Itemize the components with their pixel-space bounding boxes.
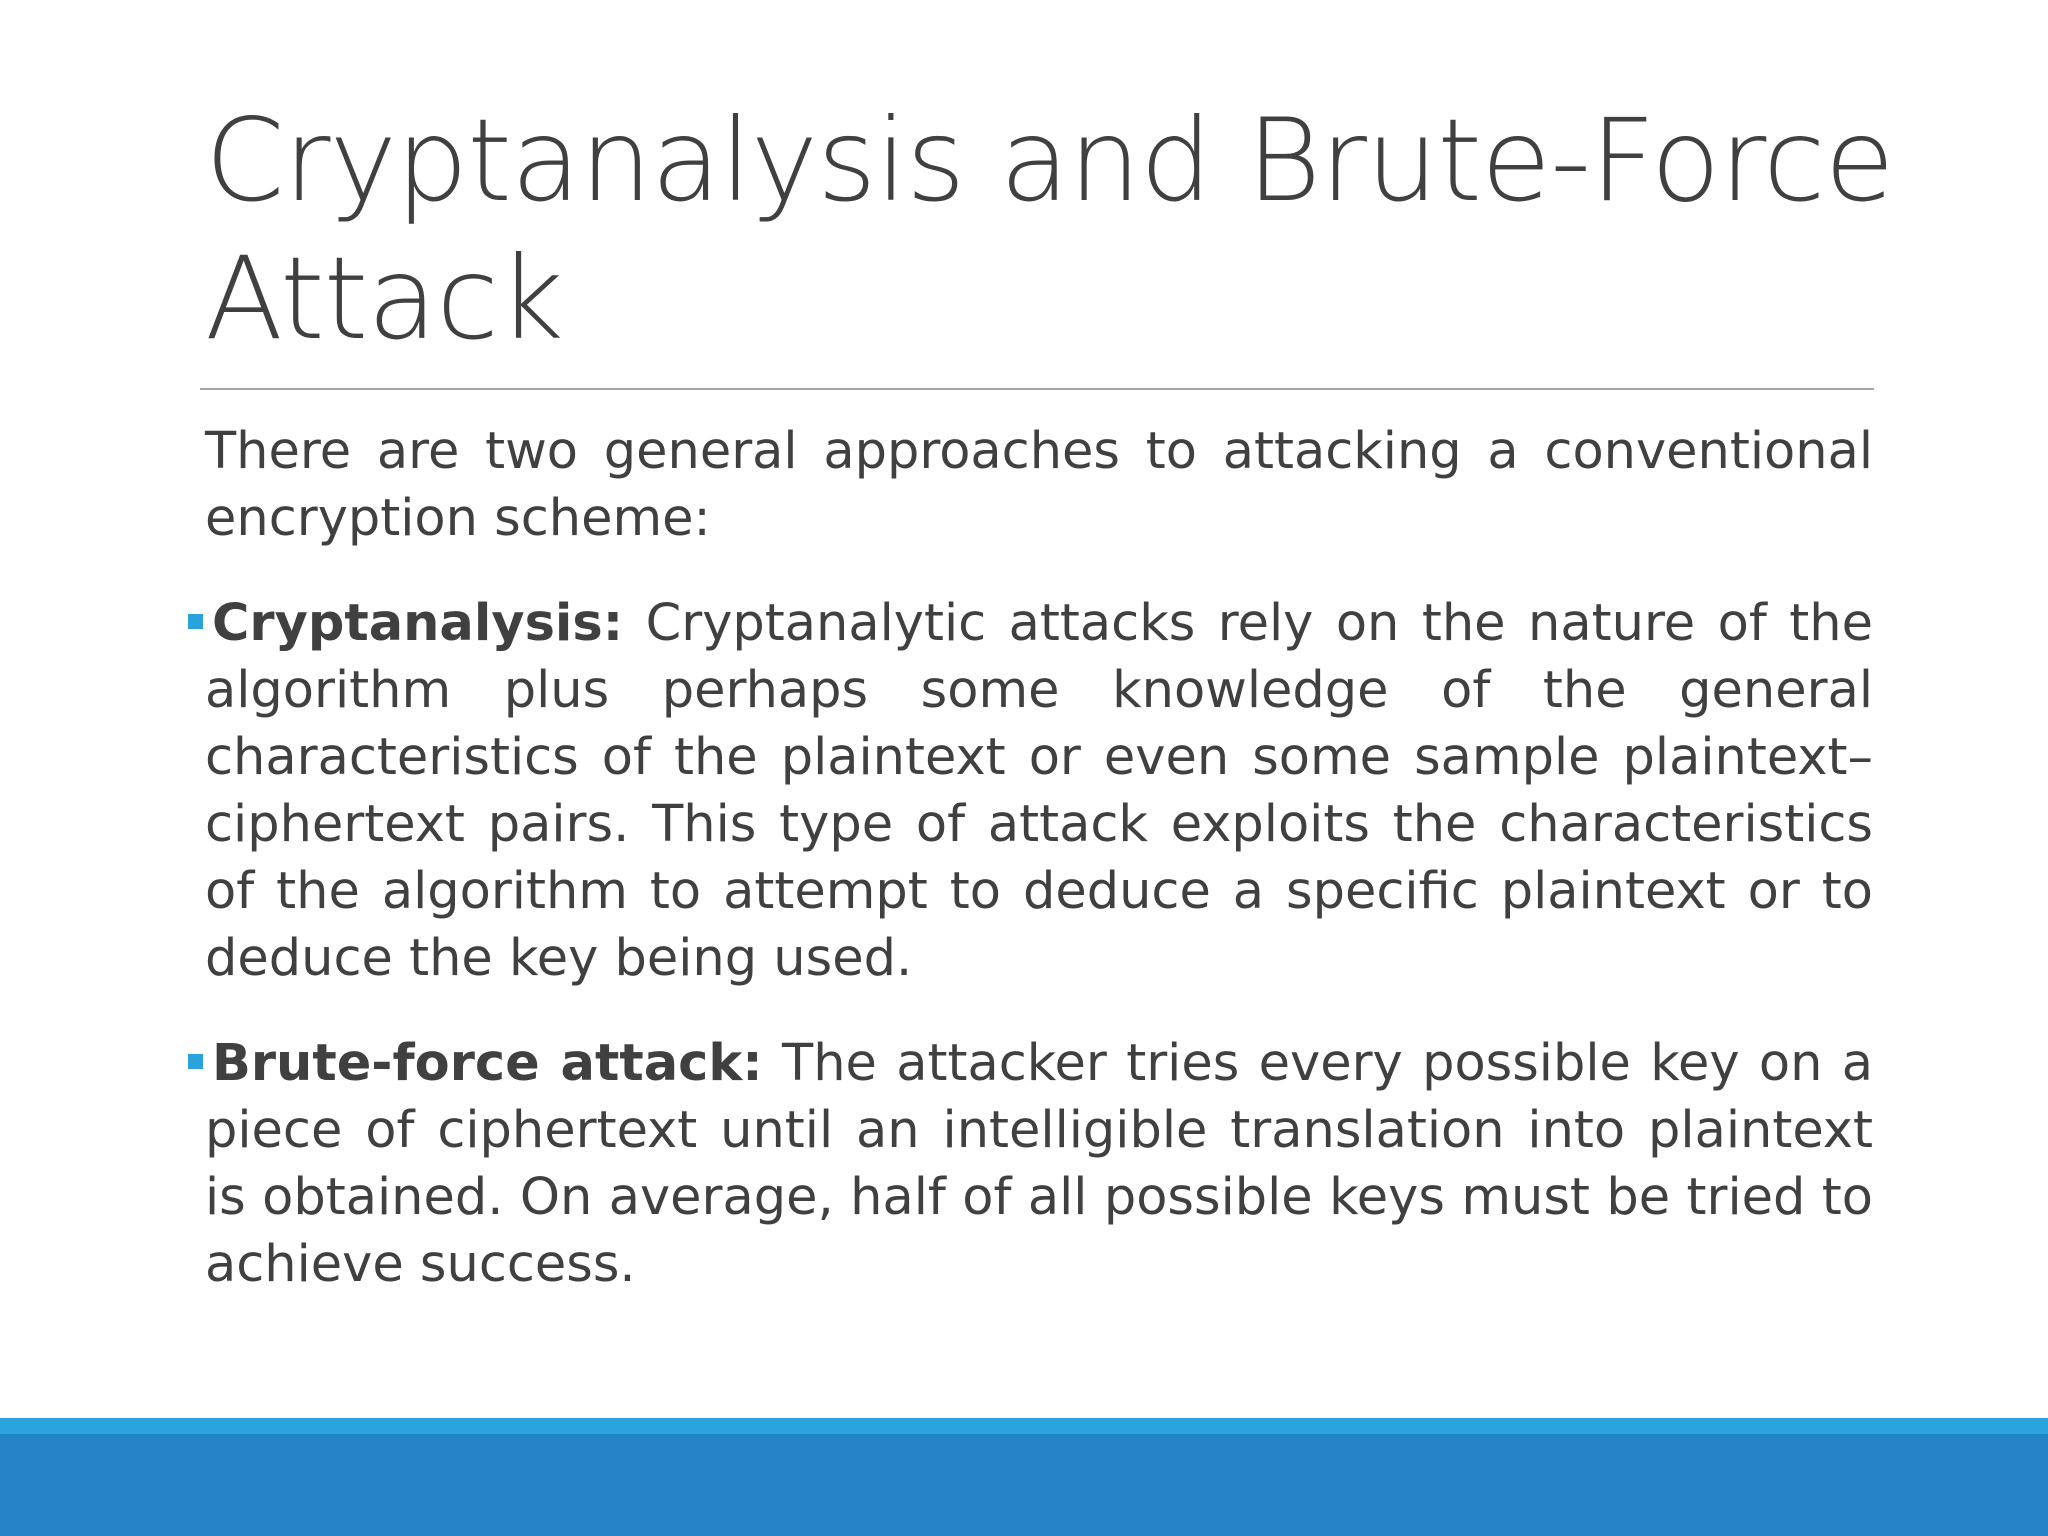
footer-band: [0, 1434, 2048, 1536]
bullet-text: The attacker tries every possible key on a piece of ciphertext until an intelligible translation into plaintext is obtained. On average, half of all possible keys must be tried to achieve success.: [205, 1034, 1873, 1294]
bullet-item-brute-force: [205, 1030, 1873, 1298]
bullet-term: Cryptanalysis:: [212, 594, 624, 653]
bullet-item-cryptanalysis: [205, 590, 1873, 992]
title-divider: [200, 388, 1874, 390]
bullet-term: Brute-force attack:: [212, 1034, 763, 1093]
footer-accent-stripe: [0, 1418, 2048, 1434]
slide-title: Cryptanalysis and Brute-Force Attack: [205, 94, 1894, 365]
square-bullet-icon: [188, 614, 203, 629]
intro-paragraph: There are two general approaches to attacking a conventional encryption scheme:: [205, 422, 1873, 548]
bullet-text: Cryptanalytic attacks rely on the nature of the algorithm plus perhaps some knowledge of the general characteristics of the plaintext or even some sample plaintext–ciphertext pairs. This type of attack exploits the characteristics of the algorithm to attempt to deduce a specific plaintext or to deduce the key being used.: [205, 594, 1873, 988]
slide-body: [205, 418, 1873, 1336]
square-bullet-icon: [188, 1054, 203, 1069]
